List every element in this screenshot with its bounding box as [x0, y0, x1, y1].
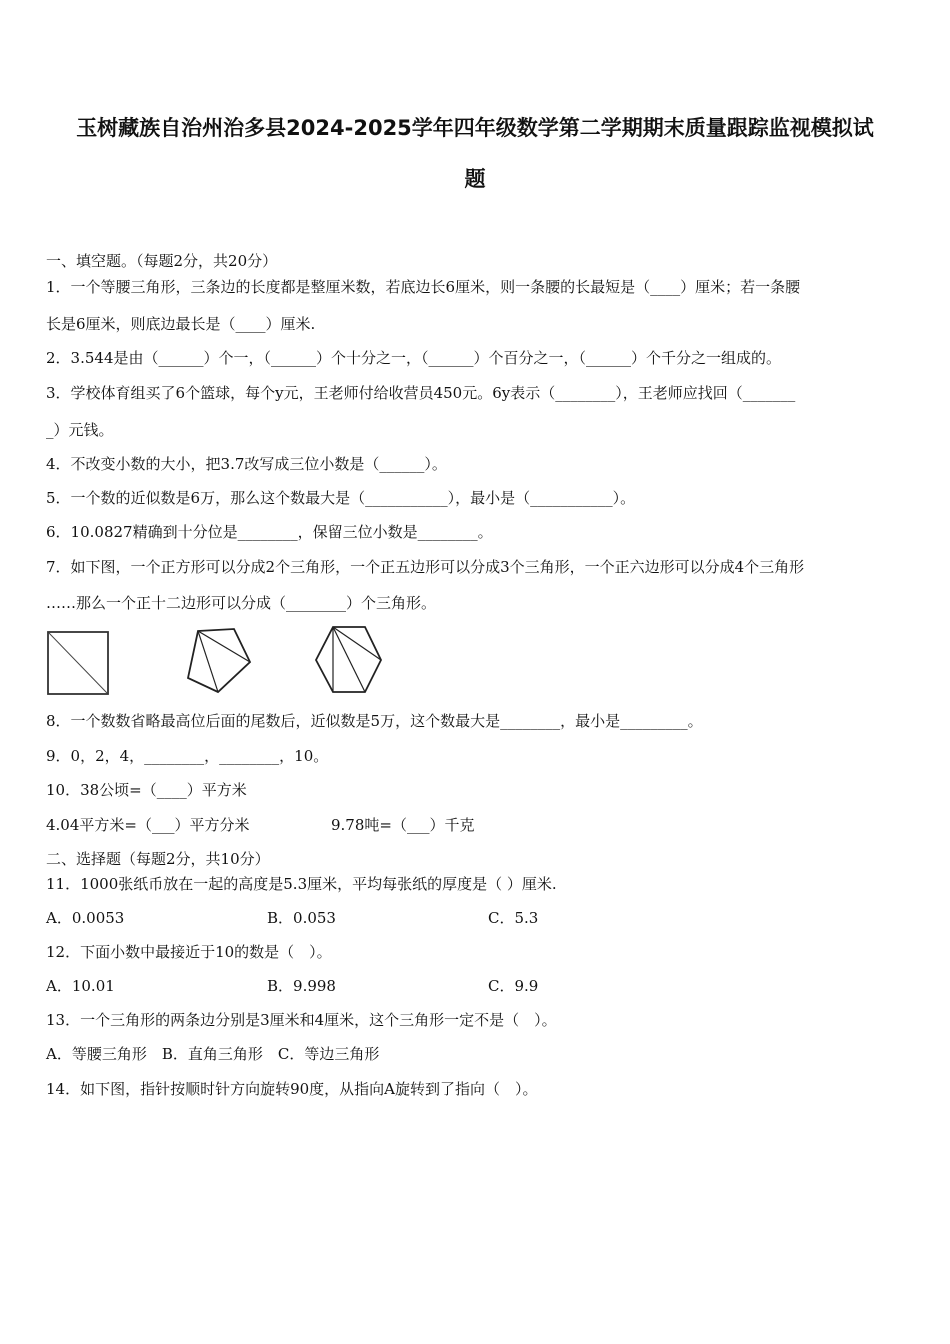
question-13: 13．一个三角形的两条边分别是3厘米和4厘米，这个三角形一定不是（ ）。: [46, 1011, 557, 1029]
question-7: 7．如下图，一个正方形可以分成2个三角形，一个正五边形可以分成3个三角形，一个正六边形可以分成4个三角形: [46, 558, 805, 576]
q12-option-b: B．9.998: [267, 977, 336, 995]
hexagon-divided-icon: [311, 624, 385, 696]
question-11: 11．1000张纸币放在一起的高度是5.3厘米，平均每张纸的厚度是（ ）厘米.: [46, 875, 557, 893]
question-10-part-b: 4.04平方米=（___）平方分米: [46, 816, 250, 834]
question-1-continued: 长是6厘米，则底边最长是（____）厘米.: [46, 315, 316, 333]
page-title-continued: 题: [464, 167, 486, 191]
q12-option-a: A．10.01: [46, 977, 115, 995]
pentagon-divided-icon: [182, 626, 254, 696]
question-12: 12．下面小数中最接近于10的数是（ ）。: [46, 943, 332, 961]
question-3-continued: _）元钱。: [46, 421, 114, 439]
q11-option-a: A．0.0053: [46, 909, 125, 927]
q11-option-c: C．5.3: [488, 909, 539, 927]
square-divided-icon: [44, 628, 112, 698]
question-3: 3．学校体育组买了6个篮球，每个y元，王老师付给收营员450元。6y表示（________），王老师应找回（_______: [46, 384, 796, 402]
page-title: 玉树藏族自治州治多县2024-2025学年四年级数学第二学期期末质量跟踪监视模拟试: [76, 116, 874, 140]
section-header-fill-blank: 一、填空题。（每题2分，共20分）: [46, 252, 278, 270]
question-10: 10．38公顷=（____）平方米: [46, 781, 247, 799]
question-2: 2．3.544是由（______）个一，（______）个十分之一，（______）个百分之一，（______）个千分之一组成的。: [46, 349, 781, 367]
q12-option-c: C．9.9: [488, 977, 539, 995]
question-1: 1．一个等腰三角形，三条边的长度都是整厘米数，若底边长6厘米，则一条腰的长最短是（____）厘米；若一条腰: [46, 278, 801, 296]
question-8: 8．一个数数省略最高位后面的尾数后，近似数是5万，这个数最大是________，最小是_________。: [46, 712, 703, 730]
q11-option-b: B．0.053: [267, 909, 336, 927]
question-10-part-c: 9.78吨=（___）千克: [331, 816, 475, 834]
section-header-choice: 二、选择题（每题2分，共10分）: [46, 850, 270, 868]
question-4: 4．不改变小数的大小，把3.7改写成三位小数是（______）。: [46, 455, 447, 473]
question-6: 6．10.0827精确到十分位是________，保留三位小数是________。: [46, 523, 493, 541]
question-7-continued: ……那么一个正十二边形可以分成（________）个三角形。: [46, 594, 437, 612]
question-14: 14．如下图，指针按顺时针方向旋转90度，从指向A旋转到了指向（ ）。: [46, 1080, 538, 1098]
question-9: 9．0，2，4，________，________，10。: [46, 747, 329, 765]
question-5: 5．一个数的近似数是6万，那么这个数最大是（___________），最小是（___________）。: [46, 489, 636, 507]
q13-options: A．等腰三角形 B．直角三角形 C．等边三角形: [46, 1045, 380, 1063]
